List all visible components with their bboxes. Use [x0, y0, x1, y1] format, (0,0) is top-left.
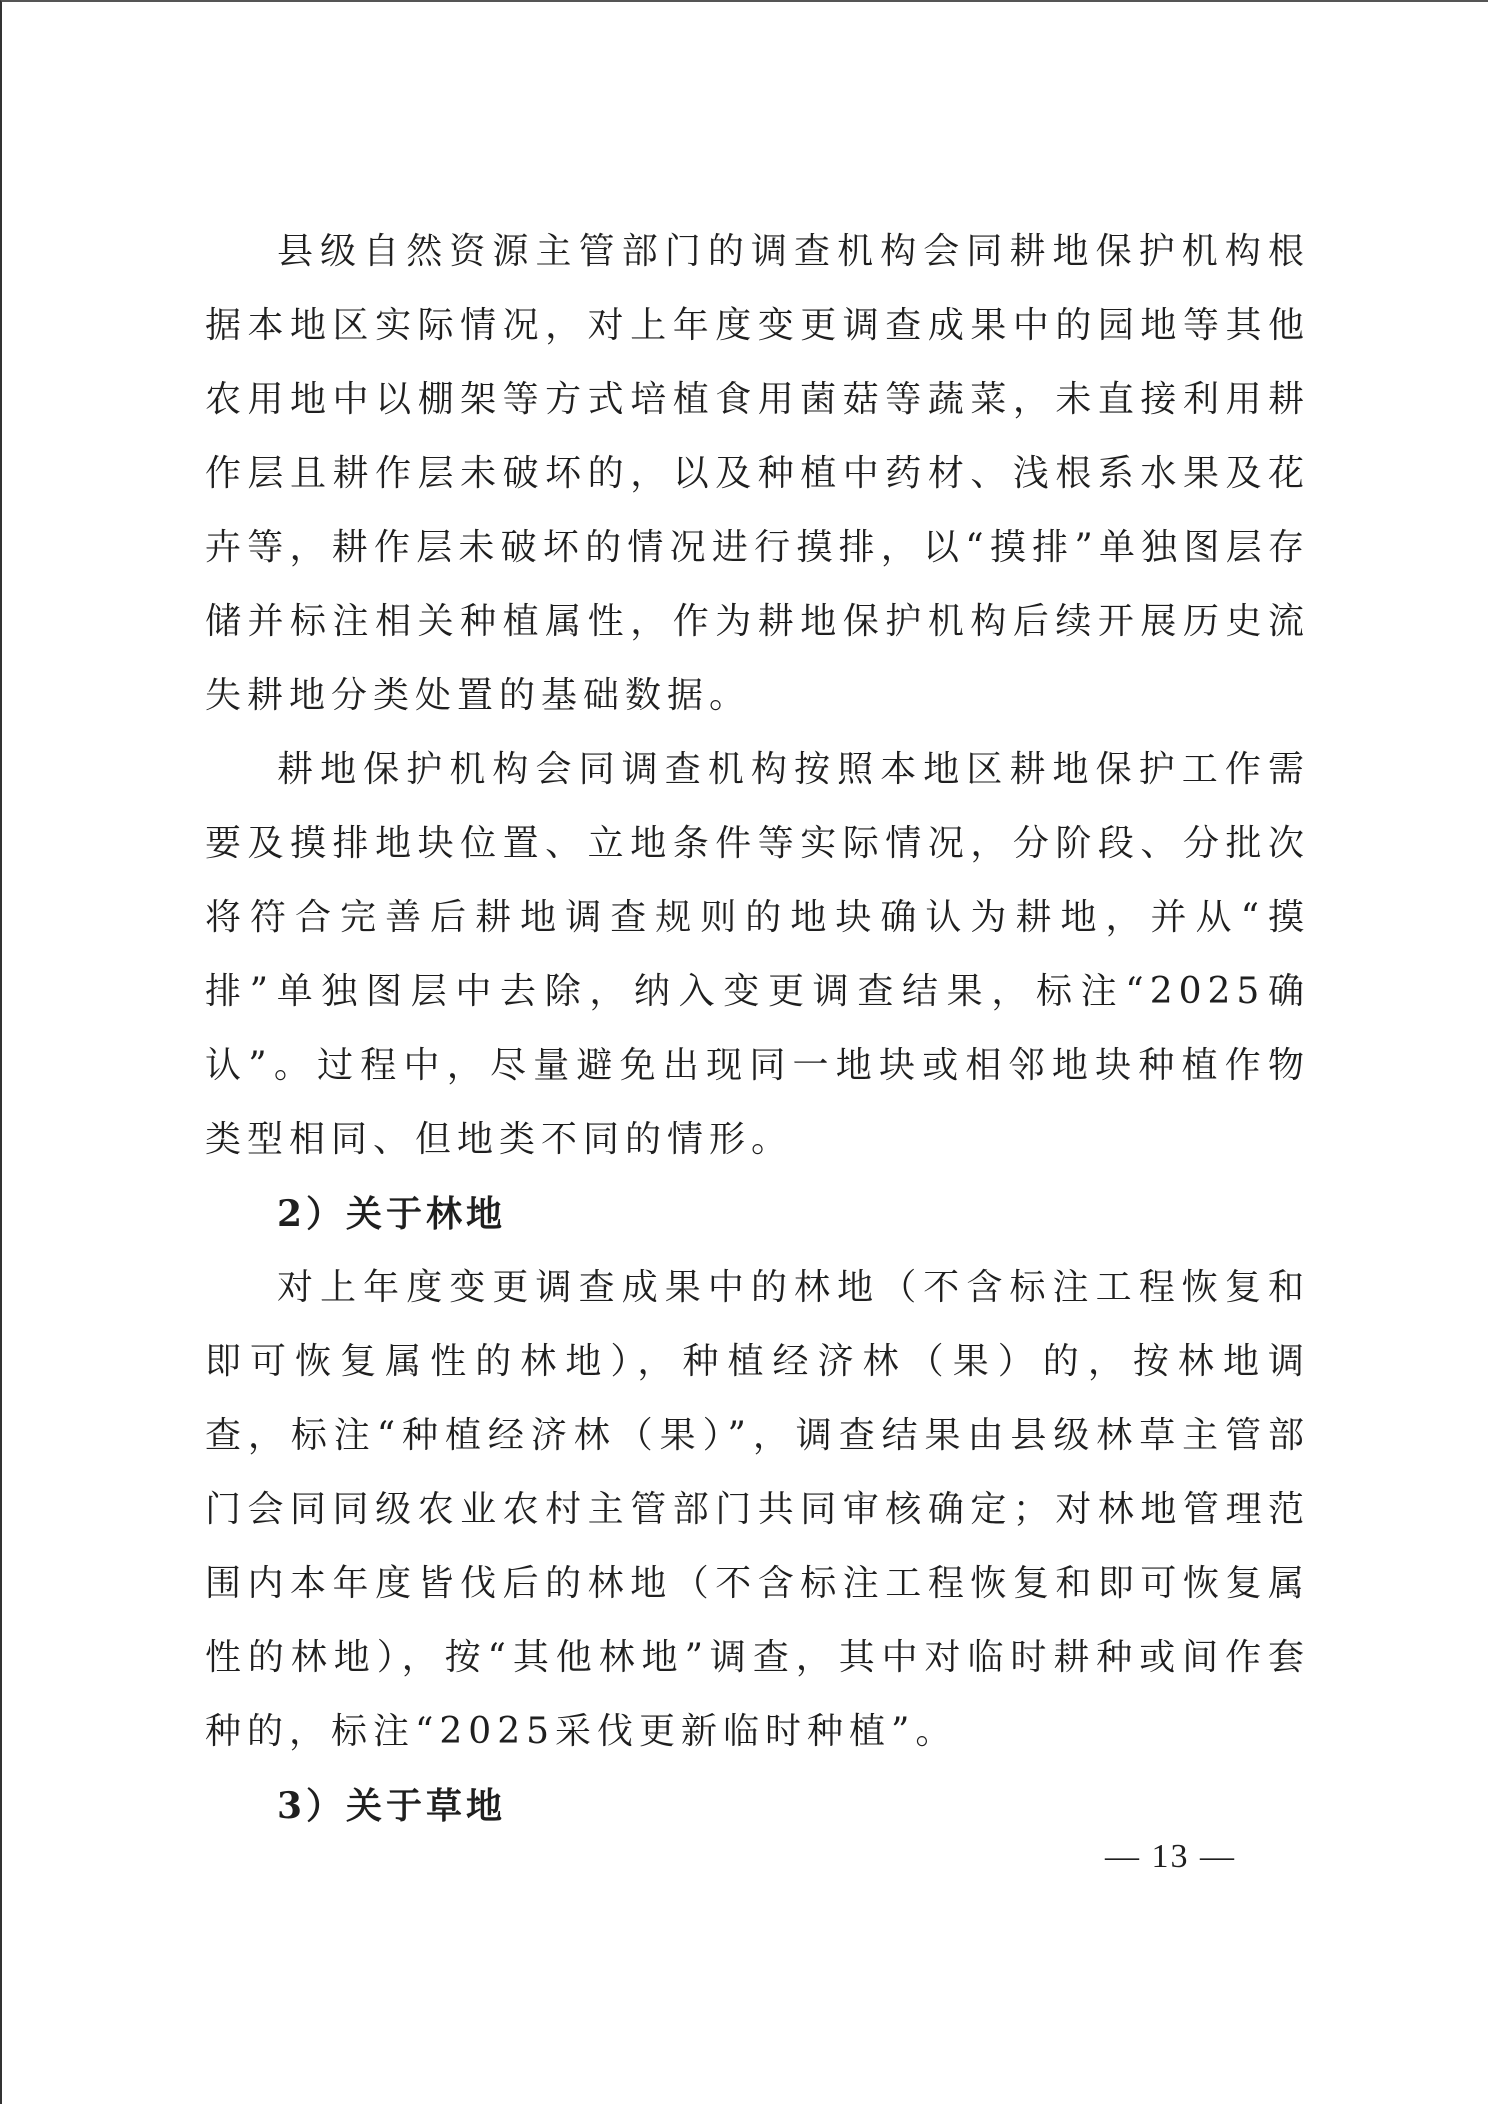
heading-forest-land: 2）关于林地 — [277, 1193, 507, 1235]
page-number: — 13 — — [1105, 1838, 1236, 1875]
paragraph-farmland-confirmation: 耕地保护机构会同调查机构按照本地区耕地保护工作需要及摸排地块位置、立地条件等实际情况，分阶段、分批次将符合完善后耕地调查规则的地块确认为耕地，并从“摸排”单独图层中去除，纳入变更调查结果，标注“2025确认”。过程中，尽量避免出现同一地块或相邻地块种植作物类型相同、但地类不同的情形。 — [205, 749, 1310, 1160]
paragraph-forest-land: 对上年度变更调查成果中的林地（不含标注工程恢复和即可恢复属性的林地），种植经济林（果）的，按林地调查，标注“种植经济林（果）”，调查结果由县级林草主管部门会同同级农业农村主管部门共同审核确定；对林地管理范围内本年度皆伐后的林地（不含标注工程恢复和即可恢复属性的林地），按“其他林地”调查，其中对临时耕种或间作套种的，标注“2025采伐更新临时种植”。 — [205, 1267, 1310, 1752]
document-body — [205, 215, 1310, 1843]
paragraph-survey-investigation: 县级自然资源主管部门的调查机构会同耕地保护机构根据本地区实际情况，对上年度变更调查成果中的园地等其他农用地中以棚架等方式培植食用菌菇等蔬菜，未直接利用耕作层且耕作层未破坏的，以及种植中药材、浅根系水果及花卉等，耕作层未破坏的情况进行摸排，以“摸排”单独图层存储并标注相关种植属性，作为耕地保护机构后续开展历史流失耕地分类处置的基础数据。 — [205, 231, 1310, 716]
heading-grassland: 3）关于草地 — [277, 1785, 507, 1827]
